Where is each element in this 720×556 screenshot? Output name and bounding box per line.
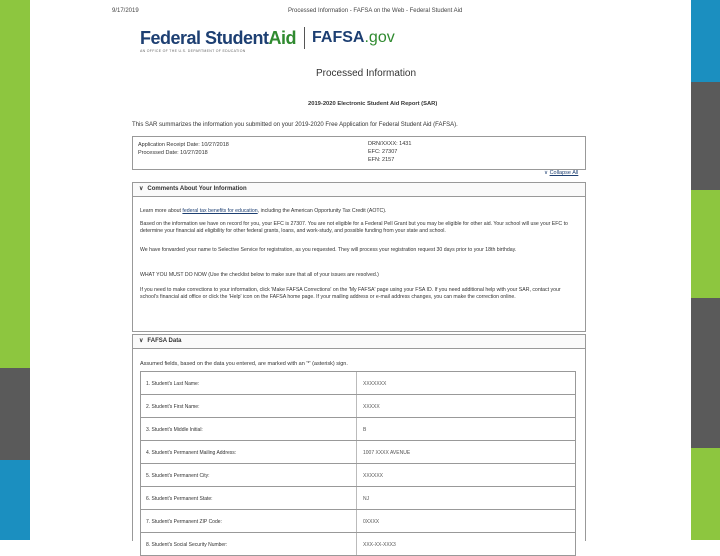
- comments-section: [132, 182, 586, 332]
- left-blue-bar: [0, 460, 30, 540]
- print-date: 9/17/2019: [112, 8, 139, 14]
- comments-header[interactable]: ∨ Comments About Your Information: [133, 183, 585, 197]
- right-blue-bar: [691, 0, 720, 82]
- comments-p2: Based on the information we have on record for you, your EFC is 27307. You are not eligible for a Federal Pell Grant but you may be eligible for other aid. Your school will use your EFC to determine your financial aid eligibility for other federal grants, loans, and work-study, and possible funding from your state and school.: [140, 221, 568, 234]
- right-green-bar-bottom: [691, 448, 720, 540]
- left-gray-bar: [0, 368, 30, 460]
- table-row: 4. Student's Permanent Mailing Address: 1007 XXXX AVENUE: [141, 441, 575, 464]
- fsa-logo-subtitle: AN OFFICE OF THE U.S. DEPARTMENT OF EDUCATION: [140, 48, 246, 53]
- comments-p3: We have forwarded your name to Selective Service for registration, as you requested. They will process your registration request 30 days prior to your 18th birthday.: [140, 247, 517, 253]
- tax-benefits-link[interactable]: federal tax benefits for education: [182, 208, 258, 214]
- right-green-bar-top: [691, 190, 720, 298]
- dln: DRN/XXXX: 1431: [368, 141, 412, 147]
- efc: EFC: 27307: [368, 149, 398, 155]
- table-row: 5. Student's Permanent City: XXXXXX: [141, 464, 575, 487]
- efn: EFN: 2157: [368, 157, 395, 163]
- printed-page: [112, 0, 608, 548]
- chevron-down-icon: ∨: [139, 338, 144, 344]
- summary-box: [132, 136, 586, 170]
- processed-date: Processed Date: 10/27/2018: [138, 150, 208, 156]
- collapse-all-link[interactable]: ∨ Collapse All: [544, 170, 579, 176]
- fafsa-data-section: [132, 334, 586, 548]
- chevron-down-icon: ∨: [544, 170, 549, 176]
- fafsa-gov-logo: FAFSA.gov: [312, 29, 395, 46]
- comments-p5: If you need to make corrections to your information, click 'Make FAFSA Corrections' on the 'My FAFSA' page using your FSA ID. If you need additional help with your SAR, contact your school's financial aid office or click the 'Help' icon on the FAFSA home page. If your mailing address or e-mail address changes, you can make the correction online.: [140, 287, 561, 300]
- left-green-bar: [0, 0, 30, 368]
- comments-p4: WHAT YOU MUST DO NOW (Use the checklist below to make sure that all of your issues are resolved.): [140, 272, 379, 278]
- fafsa-data-header[interactable]: ∨ FAFSA Data: [133, 335, 585, 349]
- table-row: 1. Student's Last Name: XXXXXXX: [141, 372, 575, 395]
- right-gray-bar-top: [691, 82, 720, 190]
- receipt-date: Application Receipt Date: 10/27/2018: [138, 142, 229, 148]
- sar-title: 2019-2020 Electronic Student Aid Report (SAR): [308, 101, 438, 107]
- asterisk-note: Assumed fields, based on the data you entered, are marked with an '*' (asterisk) sign.: [140, 361, 348, 367]
- print-title: Processed Information - FAFSA on the Web - Federal Student Aid: [288, 8, 463, 14]
- sar-intro: This SAR summarizes the information you submitted on your 2019-2020 Free Application for Federal Student Aid (FAFSA).: [132, 122, 458, 128]
- table-row: 2. Student's First Name: XXXXX: [141, 395, 575, 418]
- table-row: 3. Student's Middle Initial: B: [141, 418, 575, 441]
- fsa-logo: [140, 27, 395, 53]
- comments-p1: Learn more about federal tax benefits for education, including the American Opportunity Tax Credit (AOTC).: [140, 208, 387, 214]
- table-row: 8. Student's Social Security Number: XXX-XX-XXX3: [141, 533, 575, 556]
- table-row: 6. Student's Permanent State: NJ: [141, 487, 575, 510]
- chevron-down-icon: ∨: [139, 186, 144, 192]
- fafsa-data-table: [140, 371, 576, 556]
- right-gray-bar-bottom: [691, 298, 720, 448]
- page-title: Processed Information: [316, 68, 417, 79]
- table-row: 7. Student's Permanent ZIP Code: 0XXXX: [141, 510, 575, 533]
- fsa-logo-text: Federal StudentAid: [140, 27, 297, 48]
- logo-divider: [304, 27, 305, 49]
